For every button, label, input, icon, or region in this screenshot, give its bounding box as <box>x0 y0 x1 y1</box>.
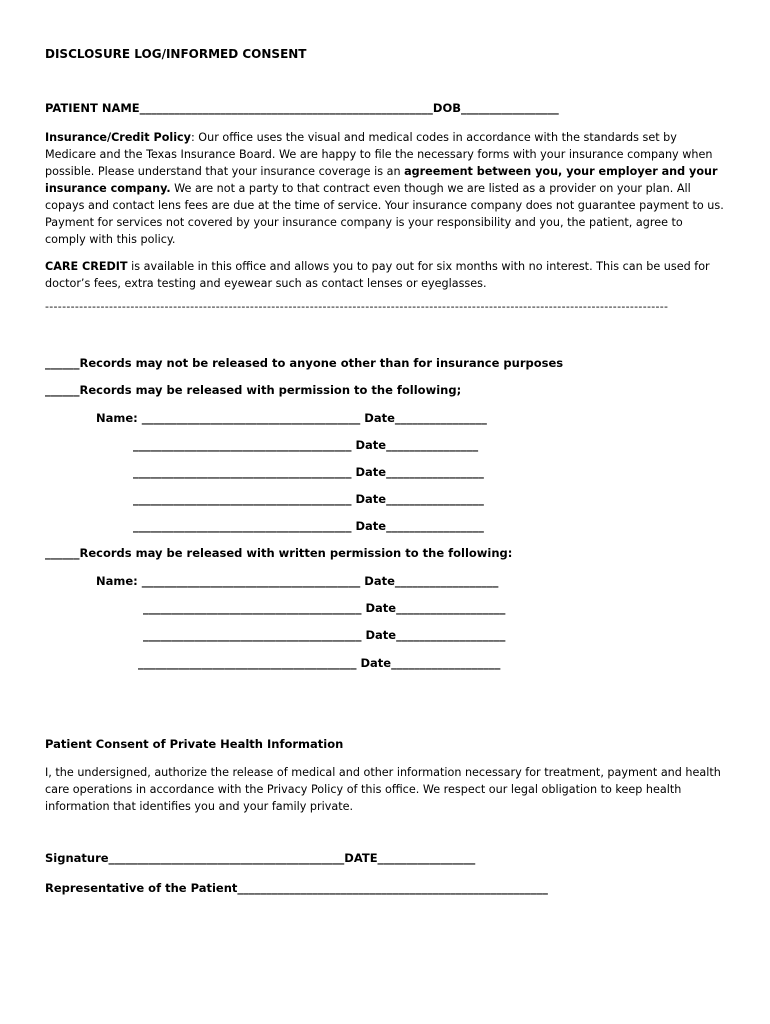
signature-date-line[interactable]: Signature_________________________________________DATE_________________ <box>45 851 476 865</box>
section-separator: -------------------------------------------------------------------------------------------------------------------------------------------------- <box>45 300 669 313</box>
permission-name-line-5[interactable]: ______________________________________ Date_________________ <box>133 519 484 533</box>
written-name-line-2[interactable]: ______________________________________ Date___________________ <box>143 601 506 615</box>
care-credit-label: CARE CREDIT <box>45 260 128 273</box>
care-credit-paragraph <box>45 258 725 292</box>
written-name-line-1[interactable]: Name: ______________________________________ Date__________________ <box>96 574 499 588</box>
permission-name-line-1[interactable]: Name: ______________________________________ Date________________ <box>96 411 487 425</box>
written-name-line-4[interactable]: ______________________________________ Date___________________ <box>138 656 501 670</box>
insurance-policy-bold-text: agreement between you, your employer and your insurance company. <box>45 165 718 195</box>
consent-paragraph: I, the undersigned, authorize the release of medical and other information necessary for treatment, payment and health care operations in accordance with the Privacy Policy of this office. We respect our legal obligation to keep health information that identifies you and your family private. <box>45 766 721 813</box>
care-credit-text: is available in this office and allows you to pay out for six months with no interest. This can be used for doctor’s fees, extra testing and eyewear such as contact lenses or eyeglasses. <box>45 260 710 290</box>
patient-name-dob-line[interactable]: PATIENT NAME___________________________________________________DOB_________________ <box>45 101 559 115</box>
representative-line[interactable]: Representative of the Patient______________________________________________________ <box>45 881 548 895</box>
permission-name-line-2[interactable]: ______________________________________ Date________________ <box>133 438 479 452</box>
insurance-policy-text-a: : Our office uses the visual and medical codes in accordance with the standards set by Medicare and the Texas Insurance Board. We are happy to file the necessary forms with your insurance company when possible. Please understand that your insurance coverage is an <box>45 131 713 178</box>
document-title: DISCLOSURE LOG/INFORMED CONSENT <box>45 47 307 61</box>
option-release-with-permission[interactable]: ______Records may be released with permission to the following; <box>45 383 462 397</box>
permission-name-line-3[interactable]: ______________________________________ Date_________________ <box>133 465 484 479</box>
option-release-written-permission[interactable]: ______Records may be released with written permission to the following: <box>45 546 513 560</box>
consent-heading: Patient Consent of Private Health Information <box>45 737 344 751</box>
written-name-line-3[interactable]: ______________________________________ Date___________________ <box>143 628 506 642</box>
insurance-policy-label: Insurance/Credit Policy <box>45 131 191 144</box>
permission-name-line-4[interactable]: ______________________________________ Date_________________ <box>133 492 484 506</box>
insurance-policy-text-b: We are not a party to that contract even though we are listed as a provider on your plan. All copays and contact lens fees are due at the time of service. Your insurance company does not guarantee payment to us. Payment for services not covered by your insurance company is your responsibility and you, the patient, agree to comply with this policy. <box>45 182 724 246</box>
option-insurance-only[interactable]: ______Records may not be released to anyone other than for insurance purposes <box>45 356 564 370</box>
insurance-policy-paragraph <box>45 129 725 248</box>
